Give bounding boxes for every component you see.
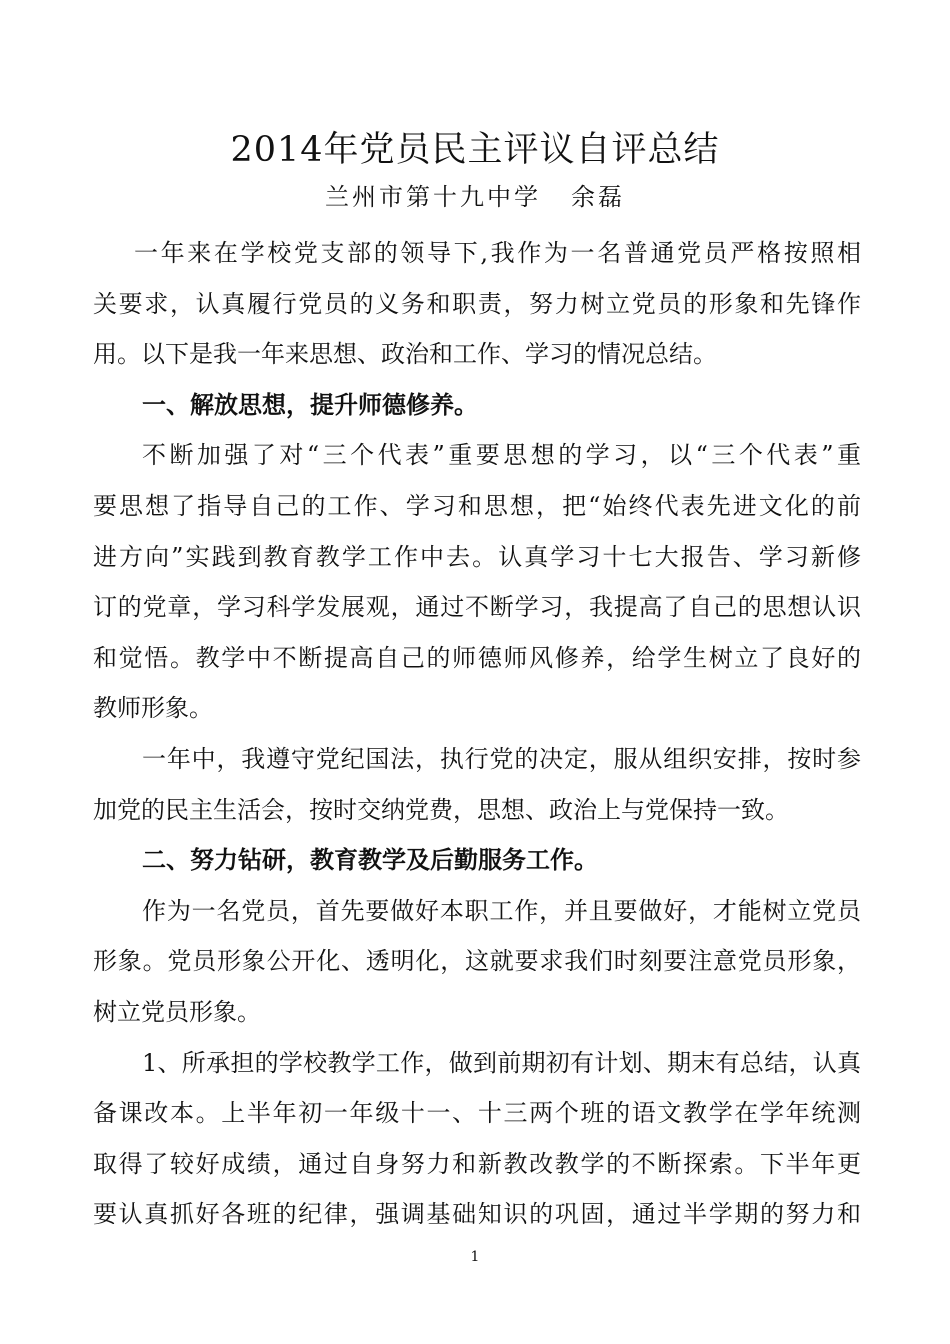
body-line: 和觉悟。教学中不断提高自己的师德师风修养，给学生树立了良好的 bbox=[93, 643, 861, 672]
body-line: 要思想了指导自己的工作、学习和思想，把“始终代表先进文化的前 bbox=[93, 491, 861, 520]
body-line: 一年中，我遵守党纪国法，执行党的决定，服从组织安排，按时参 bbox=[142, 744, 861, 773]
body-line: 1、所承担的学校教学工作，做到前期初有计划、期末有总结，认真 bbox=[142, 1048, 861, 1077]
body-line: 取得了较好成绩，通过自身努力和新教改教学的不断探索。下半年更 bbox=[93, 1149, 861, 1178]
body-line: 备课改本。上半年初一年级十一、十三两个班的语文教学在学年统测 bbox=[93, 1099, 861, 1128]
author-school: 兰州市第十九中学 bbox=[325, 183, 541, 211]
body-line: 作为一名党员，首先要做好本职工作，并且要做好，才能树立党员 bbox=[142, 896, 861, 925]
body-line: 不断加强了对“三个代表”重要思想的学习，以“三个代表”重 bbox=[142, 441, 861, 470]
body-line: 要认真抓好各班的纪律，强调基础知识的巩固，通过半学期的努力和 bbox=[93, 1200, 861, 1229]
body-line: 形象。党员形象公开化、透明化，这就要求我们时刻要注意党员形象， bbox=[93, 947, 861, 976]
section-heading: 二、努力钻研，教育教学及后勤服务工作。 bbox=[142, 846, 598, 875]
section-heading: 一、解放思想，提升师德修养。 bbox=[142, 390, 478, 419]
page-number: 1 bbox=[470, 1249, 480, 1265]
document-title: 2014年党员民主评议自评总结 bbox=[230, 130, 720, 170]
body-line: 加党的民主生活会，按时交纳党费，思想、政治上与党保持一致。 bbox=[93, 795, 789, 824]
author-line bbox=[0, 180, 950, 214]
author-name: 余磊 bbox=[571, 183, 625, 211]
body-line: 教师形象。 bbox=[93, 694, 213, 723]
document-body bbox=[93, 228, 861, 1240]
body-line: 关要求，认真履行党员的义务和职责，努力树立党员的形象和先锋作 bbox=[93, 289, 861, 318]
body-line: 一年来在学校党支部的领导下,我作为一名普通党员严格按照相 bbox=[134, 239, 861, 267]
body-line: 树立党员形象。 bbox=[93, 997, 261, 1026]
body-line: 进方向”实践到教育教学工作中去。认真学习十七大报告、学习新修 bbox=[93, 542, 861, 571]
body-line: 订的党章，学习科学发展观，通过不断学习，我提高了自己的思想认识 bbox=[93, 593, 861, 622]
body-line: 用。以下是我一年来思想、政治和工作、学习的情况总结。 bbox=[93, 340, 717, 369]
